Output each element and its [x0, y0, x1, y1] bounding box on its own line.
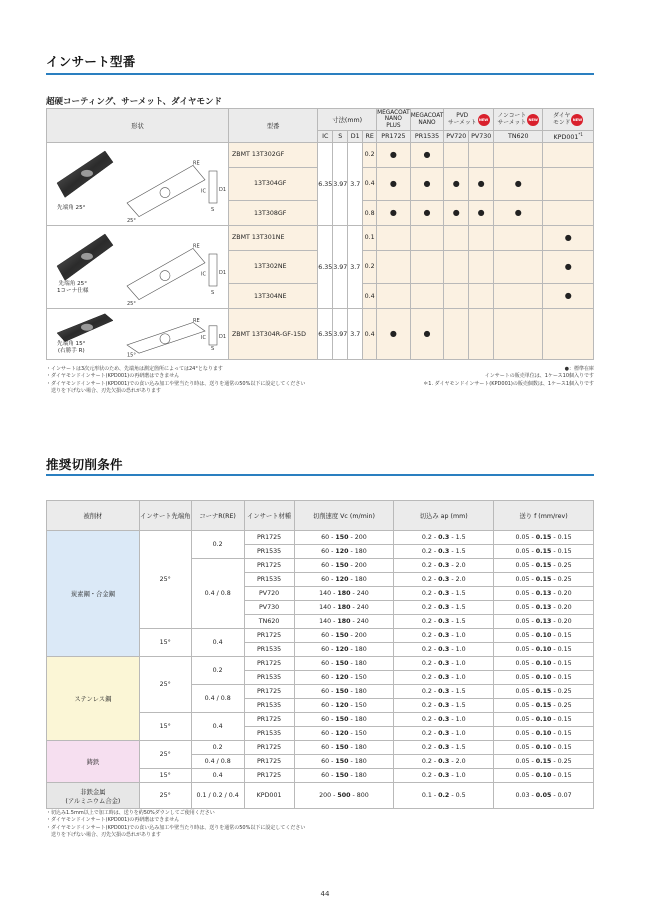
corner-radius: 0.4 — [191, 713, 244, 741]
cond-vc: 140 - 180 - 240 — [294, 587, 394, 601]
availability-mark — [444, 250, 469, 283]
header-pvd-cermet: PVD サーメット NEW — [444, 109, 494, 131]
svg-text:S: S — [211, 345, 215, 352]
grade: KPD001 — [244, 783, 294, 809]
insert-shape-cell — [47, 226, 229, 309]
cond-vc: 60 - 150 - 200 — [294, 629, 394, 643]
availability-mark: ● — [377, 309, 411, 360]
availability-mark — [543, 143, 594, 168]
dim-ic: 6.35 — [318, 309, 333, 360]
cond-vc: 60 - 120 - 180 — [294, 545, 394, 559]
insert-caption: 先端角 25° — [57, 205, 86, 211]
cond-f: 0.05 - 0.10 - 0.15 — [494, 629, 594, 643]
header-dims: 寸法(mm) — [318, 109, 377, 131]
cond-vc: 60 - 120 - 150 — [294, 699, 394, 713]
header-part: 型番 — [228, 109, 317, 143]
grade: PR1535 — [244, 573, 294, 587]
availability-mark — [543, 309, 594, 360]
availability-mark: ● — [494, 201, 543, 226]
cond-header-grade: インサート材種 — [244, 501, 294, 531]
svg-text:25°: 25° — [127, 301, 137, 306]
availability-mark: ● — [410, 167, 444, 200]
corner-radius: 0.2 — [191, 741, 244, 755]
insert-angle: 25° — [139, 783, 191, 809]
new-badge: NEW — [478, 114, 490, 126]
grade-pv720: PV720 — [444, 131, 469, 143]
availability-mark: ● — [543, 250, 594, 283]
part-number: 13T304GF — [228, 167, 317, 200]
insert-shape-cell — [47, 143, 229, 226]
corner-radius: 0.1 / 0.2 / 0.4 — [191, 783, 244, 809]
svg-text:RE: RE — [193, 317, 201, 324]
dim-re: 0.4 — [363, 284, 377, 309]
cond-ap: 0.2 - 0.3 - 1.0 — [394, 629, 494, 643]
grade: TN620 — [244, 615, 294, 629]
grade: PR1725 — [244, 685, 294, 699]
cond-ap: 0.2 - 0.3 - 1.5 — [394, 685, 494, 699]
cond-ap: 0.2 - 0.3 - 1.0 — [394, 643, 494, 657]
availability-mark — [410, 284, 444, 309]
dim-re: 0.8 — [363, 201, 377, 226]
insert-shape-cell — [47, 309, 229, 360]
grade: PR1725 — [244, 755, 294, 769]
availability-mark: ● — [444, 167, 469, 200]
header-ic: IC — [318, 131, 333, 143]
cond-vc: 60 - 150 - 200 — [294, 531, 394, 545]
grade: PR1535 — [244, 727, 294, 741]
material-ci: 鋳鉄 — [47, 741, 140, 783]
cond-ap: 0.2 - 0.3 - 1.5 — [394, 699, 494, 713]
part-number: ZBMT 13T301NE — [228, 226, 317, 251]
header-noncoat-cermet: ノンコート サーメット NEW — [494, 109, 543, 131]
header-re: RE — [363, 131, 377, 143]
insert-angle: 15° — [139, 769, 191, 783]
grade: PR1725 — [244, 713, 294, 727]
cond-f: 0.05 - 0.10 - 0.15 — [494, 769, 594, 783]
cond-ap: 0.2 - 0.3 - 1.5 — [394, 615, 494, 629]
svg-text:25°: 25° — [127, 218, 137, 223]
insert-notes-left: ・インサートは3次元形状のため、先端角は測定箇所によっては24°となります ・ダイヤモンドインサート(KPD001)の再研磨はできません ・ダイヤモンドインサート(KPD001)での食い込み加工や壁当たり時は、送りを通常の50%以下に設定してください 送りを下げない場合、刃先欠損の恐れがあります — [46, 366, 306, 394]
cond-vc: 60 - 150 - 200 — [294, 559, 394, 573]
dim-re: 0.4 — [363, 309, 377, 360]
availability-mark: ● — [444, 201, 469, 226]
grade: PR1535 — [244, 545, 294, 559]
material-ss: ステンレス鋼 — [47, 657, 140, 741]
header-d1: D1 — [348, 131, 363, 143]
cond-header-material: 被削材 — [47, 501, 140, 531]
header-shape: 形状 — [47, 109, 229, 143]
availability-mark: ● — [494, 167, 543, 200]
cond-f: 0.03 - 0.05 - 0.07 — [494, 783, 594, 809]
insert-angle: 25° — [139, 657, 191, 713]
part-number: 13T304NE — [228, 284, 317, 309]
cond-header-f: 送り f (mm/rev) — [494, 501, 594, 531]
availability-mark: ● — [543, 284, 594, 309]
availability-mark: ● — [377, 167, 411, 200]
cond-vc: 60 - 150 - 180 — [294, 769, 394, 783]
corner-radius: 0.4 — [191, 629, 244, 657]
availability-mark — [494, 143, 543, 168]
grade: PR1725 — [244, 629, 294, 643]
cond-f: 0.05 - 0.13 - 0.20 — [494, 601, 594, 615]
cond-header-corner: コーナR(RE) — [191, 501, 244, 531]
availability-mark — [494, 226, 543, 251]
dim-re: 0.2 — [363, 250, 377, 283]
dim-s: 3.97 — [333, 226, 348, 309]
part-number: ZBMT 13T304R-GF-15D — [228, 309, 317, 360]
cond-vc: 140 - 180 - 240 — [294, 601, 394, 615]
insert-table — [46, 108, 594, 360]
svg-text:15°: 15° — [127, 352, 137, 357]
cond-ap: 0.2 - 0.3 - 1.0 — [394, 769, 494, 783]
corner-radius: 0.2 — [191, 657, 244, 685]
grade: PR1535 — [244, 643, 294, 657]
insert-caption: 先端角 25° 1コーナ仕様 — [57, 281, 89, 295]
availability-mark: ● — [543, 226, 594, 251]
cond-f: 0.05 - 0.15 - 0.25 — [494, 685, 594, 699]
part-number: 13T302NE — [228, 250, 317, 283]
new-badge: NEW — [527, 114, 539, 126]
grade: PR1725 — [244, 559, 294, 573]
cond-vc: 60 - 150 - 180 — [294, 713, 394, 727]
availability-mark: ● — [377, 201, 411, 226]
svg-text:S: S — [211, 290, 215, 296]
insert-angle: 25° — [139, 531, 191, 629]
grade-pr1725: PR1725 — [377, 131, 411, 143]
page-number: 44 — [320, 890, 330, 898]
availability-mark — [377, 226, 411, 251]
availability-mark — [469, 226, 494, 251]
cond-vc: 60 - 150 - 180 — [294, 657, 394, 671]
cond-ap: 0.2 - 0.3 - 2.0 — [394, 573, 494, 587]
availability-mark — [494, 284, 543, 309]
section-divider — [46, 474, 594, 476]
section-title-insert: インサート型番 — [46, 54, 136, 69]
corner-radius: 0.4 — [191, 769, 244, 783]
grade: PR1725 — [244, 531, 294, 545]
cond-ap: 0.2 - 0.3 - 1.0 — [394, 713, 494, 727]
cond-f: 0.05 - 0.15 - 0.25 — [494, 559, 594, 573]
availability-mark — [469, 143, 494, 168]
grade: PR1725 — [244, 657, 294, 671]
cond-vc: 60 - 120 - 150 — [294, 727, 394, 741]
insert-angle: 15° — [139, 629, 191, 657]
cond-f: 0.05 - 0.13 - 0.20 — [494, 615, 594, 629]
dim-re: 0.2 — [363, 143, 377, 168]
cond-ap: 0.2 - 0.3 - 1.5 — [394, 531, 494, 545]
availability-mark — [494, 309, 543, 360]
availability-mark — [543, 201, 594, 226]
section-divider — [46, 73, 594, 75]
cond-ap: 0.2 - 0.3 - 1.5 — [394, 587, 494, 601]
cond-ap: 0.2 - 0.3 - 2.0 — [394, 755, 494, 769]
section-title-conditions: 推奨切削条件 — [46, 457, 123, 472]
availability-mark: ● — [410, 309, 444, 360]
insert-notes-right: ●：標準在庫 インサートの販売単位は、1ケース10個入りです ＊1. ダイヤモンドインサート(KPD001)の販売個数は、1ケース1個入りです — [423, 366, 594, 387]
part-number: ZBMT 13T302GF — [228, 143, 317, 168]
dim-ic: 6.35 — [318, 226, 333, 309]
material-nf: 非鉄金属 (アルミニウム合金) — [47, 783, 140, 809]
cond-f: 0.05 - 0.15 - 0.25 — [494, 755, 594, 769]
cond-f: 0.05 - 0.10 - 0.15 — [494, 671, 594, 685]
cond-vc: 60 - 150 - 180 — [294, 685, 394, 699]
availability-mark — [444, 143, 469, 168]
cond-ap: 0.2 - 0.3 - 1.5 — [394, 601, 494, 615]
availability-mark — [410, 226, 444, 251]
corner-radius: 0.4 / 0.8 — [191, 559, 244, 629]
svg-text:D1: D1 — [219, 187, 227, 193]
header-s: S — [333, 131, 348, 143]
cond-ap: 0.2 - 0.3 - 1.5 — [394, 545, 494, 559]
insert-caption: 先端角 15° (右勝手 R) — [57, 341, 86, 355]
grade-pv730: PV730 — [469, 131, 494, 143]
dim-re: 0.1 — [363, 226, 377, 251]
cond-f: 0.05 - 0.15 - 0.25 — [494, 573, 594, 587]
cond-ap: 0.2 - 0.3 - 1.0 — [394, 671, 494, 685]
cond-notes: ・切込み1.5mm以上で加工時は、送りを約50%ダウンしてご使用ください ・ダイヤモンドインサート(KPD001)の再研磨はできません ・ダイヤモンドインサート(KPD001)での食い込み加工や壁当たり時は、送りを通常の50%以下に設定してください 送りを下げない場合、刃先欠損の恐れがあります — [46, 810, 306, 838]
availability-mark — [444, 309, 469, 360]
cond-vc: 60 - 120 - 180 — [294, 573, 394, 587]
new-badge: NEW — [571, 114, 583, 126]
availability-mark — [410, 250, 444, 283]
material-cs: 炭素鋼・合金鋼 — [47, 531, 140, 657]
dim-s: 3.97 — [333, 143, 348, 226]
cond-vc: 60 - 120 - 150 — [294, 671, 394, 685]
cond-ap: 0.1 - 0.2 - 0.5 — [394, 783, 494, 809]
availability-mark — [469, 284, 494, 309]
dim-re: 0.4 — [363, 167, 377, 200]
corner-radius: 0.4 / 0.8 — [191, 685, 244, 713]
cond-f: 0.05 - 0.15 - 0.15 — [494, 531, 594, 545]
cond-ap: 0.2 - 0.3 - 1.0 — [394, 657, 494, 671]
cond-vc: 60 - 150 - 180 — [294, 755, 394, 769]
dim-s: 3.97 — [333, 309, 348, 360]
header-megacoat-nano-plus: MEGACOAT NANO PLUS — [377, 109, 410, 129]
grade: PV730 — [244, 601, 294, 615]
corner-radius: 0.2 — [191, 531, 244, 559]
grade: PR1725 — [244, 741, 294, 755]
dim-d1: 3.7 — [348, 143, 363, 226]
svg-text:IC: IC — [201, 271, 207, 278]
svg-text:D1: D1 — [219, 270, 227, 276]
corner-radius: 0.4 / 0.8 — [191, 755, 244, 769]
dim-ic: 6.35 — [318, 143, 333, 226]
cond-vc: 60 - 120 - 180 — [294, 643, 394, 657]
insert-angle: 15° — [139, 713, 191, 741]
cond-header-ap: 切込み ap (mm) — [394, 501, 494, 531]
conditions-table — [46, 500, 594, 809]
svg-text:IC: IC — [201, 334, 207, 341]
grade: PR1535 — [244, 699, 294, 713]
cond-header-vc: 切削速度 Vc (m/min) — [294, 501, 394, 531]
grade: PV720 — [244, 587, 294, 601]
cond-f: 0.05 - 0.10 - 0.15 — [494, 741, 594, 755]
availability-mark — [543, 167, 594, 200]
availability-mark — [469, 309, 494, 360]
availability-mark: ● — [410, 143, 444, 168]
insert-angle: 25° — [139, 741, 191, 769]
svg-text:D1: D1 — [219, 333, 227, 340]
availability-mark — [444, 284, 469, 309]
cond-f: 0.05 - 0.15 - 0.25 — [494, 699, 594, 713]
header-diamond: ダイヤ モンド NEW — [543, 109, 594, 131]
availability-mark — [444, 226, 469, 251]
dim-d1: 3.7 — [348, 226, 363, 309]
availability-mark — [377, 284, 411, 309]
cond-header-angle: インサート先端角 — [139, 501, 191, 531]
svg-text:RE: RE — [193, 243, 201, 250]
svg-text:S: S — [211, 207, 215, 213]
cond-f: 0.05 - 0.10 - 0.15 — [494, 643, 594, 657]
availability-mark — [377, 250, 411, 283]
availability-mark: ● — [377, 143, 411, 168]
cond-f: 0.05 - 0.10 - 0.15 — [494, 727, 594, 741]
availability-mark — [469, 250, 494, 283]
cond-f: 0.05 - 0.10 - 0.15 — [494, 713, 594, 727]
dim-d1: 3.7 — [348, 309, 363, 360]
grade: PR1535 — [244, 671, 294, 685]
availability-mark: ● — [469, 167, 494, 200]
grade-kpd001: KPD001$^{*1}$ — [543, 131, 594, 143]
cond-ap: 0.2 - 0.3 - 1.5 — [394, 741, 494, 755]
availability-mark: ● — [410, 201, 444, 226]
cond-ap: 0.2 - 0.3 - 1.0 — [394, 727, 494, 741]
cond-f: 0.05 - 0.10 - 0.15 — [494, 657, 594, 671]
cond-vc: 140 - 180 - 240 — [294, 615, 394, 629]
insert-subhead: 超硬コーティング、サーメット、ダイヤモンド — [46, 97, 222, 107]
cond-vc: 200 - 500 - 800 — [294, 783, 394, 809]
grade-tn620: TN620 — [494, 131, 543, 143]
availability-mark — [494, 250, 543, 283]
cond-f: 0.05 - 0.13 - 0.20 — [494, 587, 594, 601]
svg-text:IC: IC — [201, 188, 207, 195]
part-number: 13T308GF — [228, 201, 317, 226]
cond-f: 0.05 - 0.15 - 0.15 — [494, 545, 594, 559]
grade-pr1535: PR1535 — [410, 131, 444, 143]
cond-ap: 0.2 - 0.3 - 2.0 — [394, 559, 494, 573]
cond-vc: 60 - 150 - 180 — [294, 741, 394, 755]
svg-text:RE: RE — [193, 160, 201, 167]
header-megacoat-nano: MEGACOAT NANO — [410, 109, 444, 131]
grade: PR1725 — [244, 769, 294, 783]
availability-mark: ● — [469, 201, 494, 226]
